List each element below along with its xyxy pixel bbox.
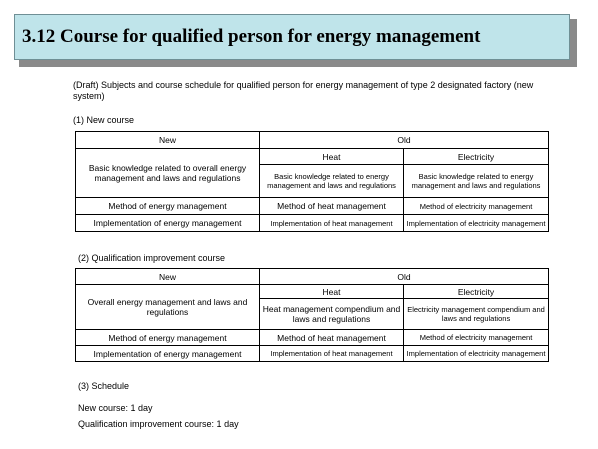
header-heat: Heat: [260, 149, 404, 165]
header-new: New: [76, 132, 260, 149]
header-old: Old: [260, 269, 549, 285]
cell-new: Overall energy management and laws and regulations: [76, 285, 260, 330]
cell-electricity: Basic knowledge related to energy management and laws and regulations: [404, 165, 549, 198]
cell-electricity: Electricity management compendium and laws and regulations: [404, 299, 549, 330]
improvement-course-table: [75, 268, 549, 362]
header-heat: Heat: [260, 285, 404, 299]
cell-heat: Implementation of heat management: [260, 346, 404, 362]
cell-electricity: Method of electricity management: [404, 330, 549, 346]
new-course-heading: (1) New course: [73, 115, 135, 125]
cell-new: Implementation of energy management: [76, 215, 260, 232]
table-row: [76, 346, 549, 362]
cell-new: Method of energy management: [76, 198, 260, 215]
title-box: [14, 14, 570, 60]
table-row: [76, 149, 549, 165]
table-row: [76, 215, 549, 232]
title-banner: [14, 14, 580, 68]
cell-heat: Heat management compendium and laws and regulations: [260, 299, 404, 330]
cell-new: Implementation of energy management: [76, 346, 260, 362]
page-title: 3.12 Course for qualified person for energy management: [22, 26, 481, 47]
cell-electricity: Implementation of electricity management: [404, 346, 549, 362]
new-course-table: [75, 131, 549, 232]
cell-heat: Implementation of heat management: [260, 215, 404, 232]
cell-heat: Basic knowledge related to energy management and laws and regulations: [260, 165, 404, 198]
cell-heat: Method of heat management: [260, 330, 404, 346]
improvement-course-heading: (2) Qualification improvement course: [78, 253, 226, 263]
table-row: [76, 132, 549, 149]
draft-description: (Draft) Subjects and course schedule for qualified person for energy management of type 2 designated factory (new system): [73, 80, 534, 101]
header-old: Old: [260, 132, 549, 149]
table-row: [76, 198, 549, 215]
cell-electricity: Method of electricity management: [404, 198, 549, 215]
cell-electricity: Implementation of electricity management: [404, 215, 549, 232]
schedule-new-course: New course: 1 day: [78, 403, 153, 413]
cell-new: Basic knowledge related to overall energy management and laws and regulations: [76, 149, 260, 198]
table-row: [76, 330, 549, 346]
table-row: [76, 269, 549, 285]
cell-heat: Method of heat management: [260, 198, 404, 215]
table-row: [76, 285, 549, 299]
schedule-improvement-course: Qualification improvement course: 1 day: [78, 419, 239, 429]
schedule-heading: (3) Schedule: [78, 381, 130, 391]
cell-new: Method of energy management: [76, 330, 260, 346]
header-new: New: [76, 269, 260, 285]
header-electricity: Electricity: [404, 285, 549, 299]
header-electricity: Electricity: [404, 149, 549, 165]
